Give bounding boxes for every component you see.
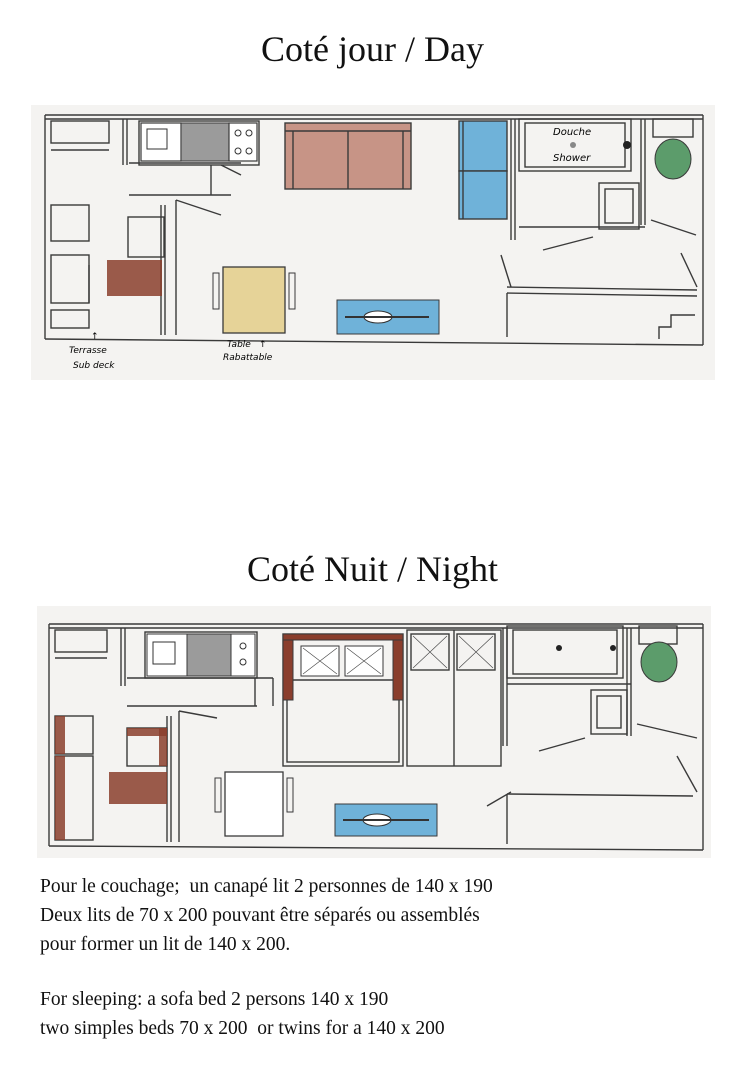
terrace-label-1: Terrasse <box>69 346 107 356</box>
description-fr-line-3: pour former un lit de 140 x 200. <box>40 934 291 955</box>
description-fr-line-2: Deux lits de 70 x 200 pouvant être séparés ou assemblés <box>40 905 480 926</box>
terrace-arrow-icon: ↑ <box>91 332 99 342</box>
description-english <box>40 985 445 1043</box>
night-title: Coté Nuit / Night <box>247 549 498 589</box>
night-floor-plan <box>37 606 711 858</box>
table-label-2: Rabattable <box>223 353 273 363</box>
description-fr-line-1: Pour le couchage; un canapé lit 2 personnes de 140 x 190 <box>40 876 493 897</box>
description-en-line-1: For sleeping: a sofa bed 2 persons 140 x 190 <box>40 989 389 1010</box>
table-arrow-icon: ↑ <box>259 340 267 350</box>
description-french <box>40 872 493 959</box>
terrace-label-2: Sub deck <box>73 361 115 371</box>
day-title: Coté jour / Day <box>261 29 484 69</box>
description-en-line-2: two simples beds 70 x 200 or twins for a 140 x 200 <box>40 1018 445 1039</box>
table-label-1: Table <box>227 340 251 350</box>
day-floor-plan <box>31 105 715 380</box>
shower-label-fr: Douche <box>553 127 592 138</box>
shower-label-en: Shower <box>553 153 591 164</box>
